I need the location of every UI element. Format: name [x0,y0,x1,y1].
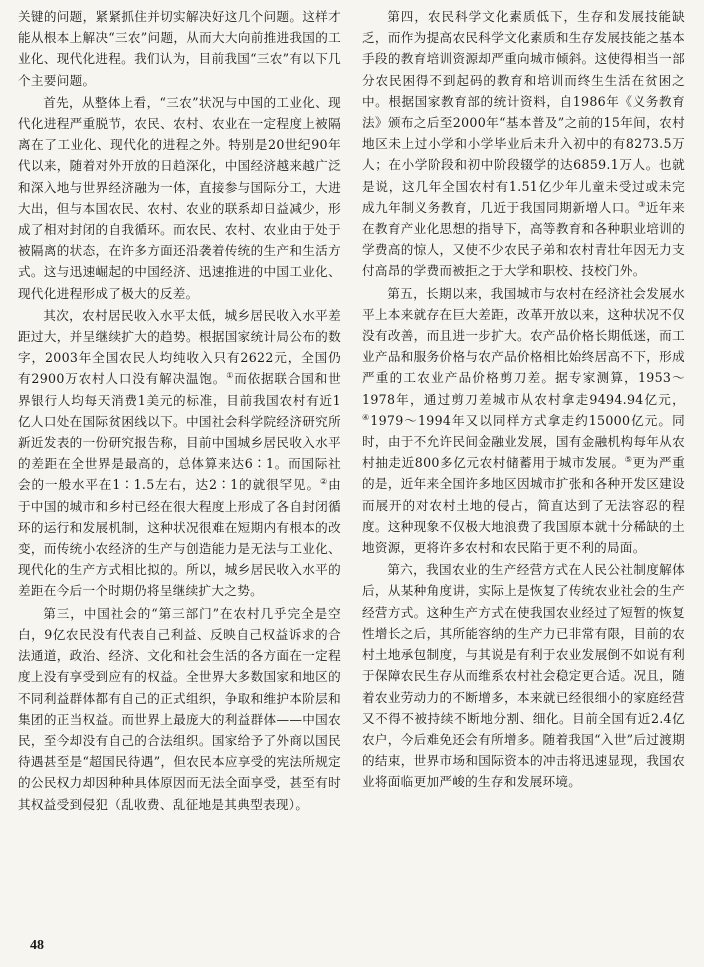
footnote-marker: ③ [638,199,646,209]
paragraph-text: 其次，农村居民收入水平太低，城乡居民收入水平差距过大，并呈继续扩大的趋势。根据国家统计局公布的数字，2003年全国农民人均纯收入只有2622元，全国仍有2900万农村人口没有解决温饱。 [18,307,341,387]
page-number: 48 [30,938,44,953]
paragraph-fifth-issue [362,283,685,559]
paragraph-text: 第五，长期以来，我国城市与农村在经济社会发展水平上本来就存在巨大差距，改革开放以来，这种状况不仅没有改善，而且进一步扩大。农产品价格长期低迷，而工业产品和服务价格与农产品价格相比始终居高不下，形成严重的工农业产品价格剪刀差。据专家测算，1953～1978年，通过剪刀差城市从农村拿走9494.94亿元， [362,285,685,407]
paragraph-first-issue: 首先，从整体上看，“三农”状况与中国的工业化、现代化进程严重脱节，农民、农村、农业在一定程度上被隔离在了工业化、现代化的进程之外。特别是20世纪90年代以来，随着对外开放的日趋深化，中国经济越来越广泛和深入地与世界经济融为一体，直接参与国际分工，大进大出，但与本国农民、农村、农业的联系却日益减少，形成了相对封闭的自我循环。而农民、农村、农业由于处于被隔离的状态，在许多方面还沿袭着传统的生产和生活方式。这与迅速崛起的中国经济、迅速推进的中国工业化、现代化进程形成了极大的反差。 [18,94,341,301]
paragraph-text: 更为严重的是，近年来全国许多地区因城市扩张和各种开发区建设而展开的对农村土地的侵占，简直达到了无法容忍的程度。这种现象不仅极大地浪费了我国原本就十分稀缺的土地资源，更将许多农村和农民陷于更不利的局面。 [362,455,685,556]
footnote-marker: ② [320,477,329,487]
footnote-marker: ① [226,371,235,381]
paragraph-intro-continuation: 关键的问题，紧紧抓住并切实解决好这几个问题。这样才能从根本上解决“三农”问题，从而大大向前推进我国的工业化、现代化进程。我们认为，目前我国“三农”有以下几个主要问题。 [18,9,341,88]
paragraph-second-issue [18,305,341,602]
paragraph-text: 1979～1994年又以同样方式拿走约15000亿元。同时，由于不允许民间金融业发展，国有金融机构每年从农村抽走近800多亿元农村储蓄用于城市发展。 [362,412,686,471]
paragraph-sixth-issue: 第六，我国农业的生产经营方式在人民公社制度解体后，从某种角度讲，实际上是恢复了传统农业社会的生产经营方式。这种生产方式在使我国农业经过了短暂的恢复性增长之后，其所能容纳的生产力已非常有限，目前的农村土地承包制度，与其说是有利于农业发展倒不如说有利于保障农民生存从而维系农村社会稳定更合适。况且，随着农业劳动力的不断增多，本来就已经很细小的家庭经营又不得不被持续不断地分割、细化。目前全国有近2.4亿农户，今后难免还会有所增多。随着我国“入世”后过渡期的结束，世界市场和国际资本的冲击将迅速显现，我国农业将面临更加严峻的生存和发展环境。 [362,562,685,790]
paragraph-text: 由于中国的城市和乡村已经在很大程度上形成了各自封闭循环的运行和发展机制，这种状况很难在短期内有根本的改变，而传统小农经济的生产与创造能力是无法与工业化、现代化的生产方式相比拟的。所以，城乡居民收入水平的差距在今后一个时期仍将呈继续扩大之势。 [18,477,341,599]
footnote-marker: ⑤ [624,455,633,465]
paragraph-text: 而依据联合国和世界银行人均每天消费1美元的标准，目前我国农村有近1亿人口处在国际贫困线以下。中国社会科学院经济研究所新近发表的一份研究报告称，目前中国城乡居民收入水平的差距在全世界是最高的，总体算来达6∶1。而国际社会的一般水平在1∶1.5左右，达2∶1的就很罕见。 [18,371,341,493]
paragraph-third-issue: 第三，中国社会的“第三部门”在农村几乎完全是空白，9亿农民没有代表自己利益、反映自己权益诉求的合法通道，政治、经济、文化和社会生活的各方面在一定程度上没有享受到应有的权益。全世界大多数国家和地区的不同利益群体都有自己的正式组织，争取和维护本阶层和集团的正当权益。而世界上最庞大的利益群体——中国农民，至今却没有自己的合法组织。国家给予了外商以国民待遇甚至是“超国民待遇”，但农民本应享受的宪法所规定的公民权力却因种种具体原因而无法全面享受，甚至有时其权益受到侵犯（乱收费、乱征地是其典型表现）。 [18,605,341,812]
left-column [18,6,341,815]
paragraph-text: 近年来在教育产业化思想的指导下，高等教育和各种职业培训的学费高的惊人，又使不少农民子弟和农村青壮年因无力支付高昂的学费而被拒之于大学和职校、技校门外。 [362,199,685,279]
footnote-marker: ④ [362,412,371,422]
right-column [362,6,685,793]
paragraph-text: 第四，农民科学文化素质低下，生存和发展技能缺乏，而作为提高农民科学文化素质和生存发展技能之基本手段的教育培训资源却严重向城市倾斜。这使得相当一部分农民困得不到起码的教育和培训而终生生活在贫困之中。根据国家教育部的统计资料，自1986年《义务教育法》颁布之后至2000年“基本普及”之前的15年间，农村地区未上过小学和小学毕业后未升入初中的有8273.5万人；在小学阶段和初中阶段辍学的达6859.1万人。也就是说，这几年全国农村有1.51亿少年儿童未受过或未完成九年制义务教育，几近于我国同期新增人口。 [362,9,685,215]
paragraph-fourth-issue [362,6,685,282]
